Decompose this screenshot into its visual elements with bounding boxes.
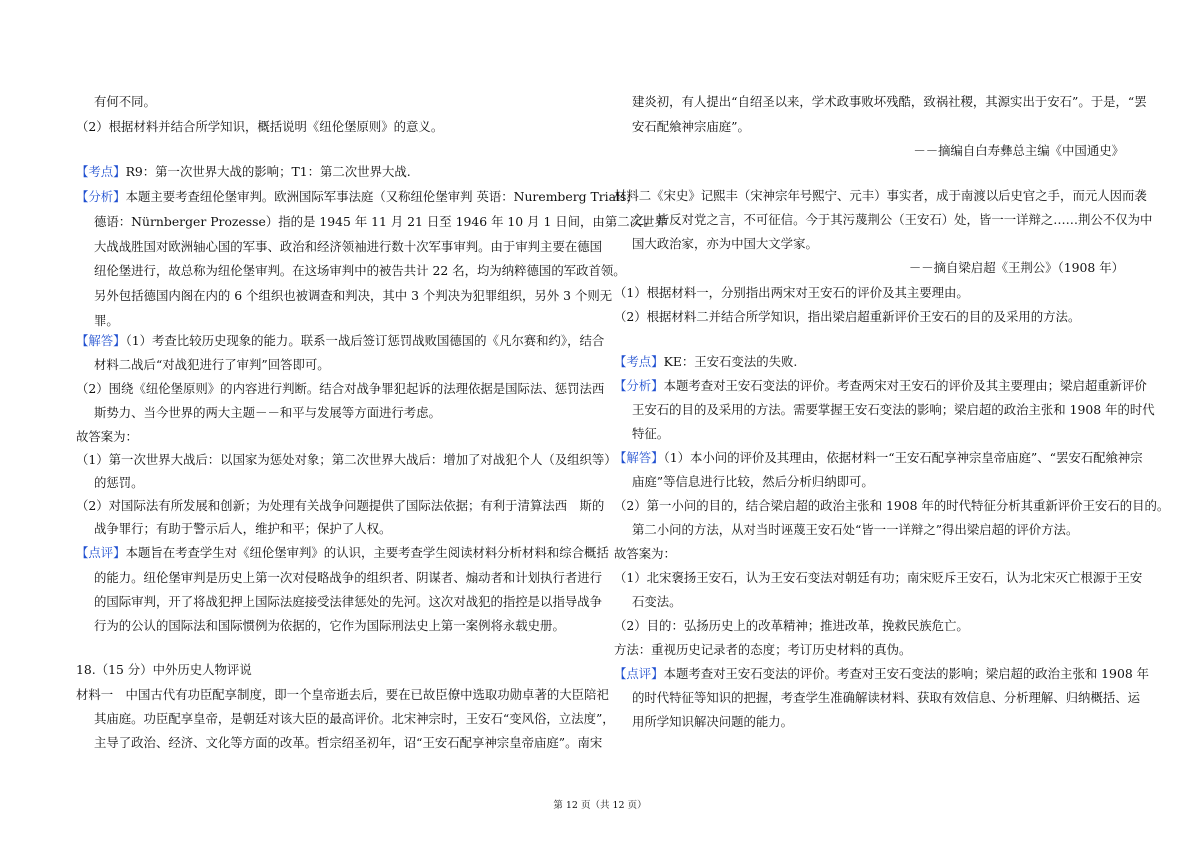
q18-question-2: （2）根据材料二并结合所学知识，指出梁启超重新评价王安石的目的及采用的方法。 [614,309,1081,324]
kaodian-line [614,354,797,370]
q18-material1-line: 主导了政治、经济、文化等方面的改革。哲宗绍圣初年，诏“王安石配享神宗皇帝庙庭”。南宋 [94,735,603,750]
fenxi-line: 王安石的目的及采用的方法。需要掌握王安石变法的影响；梁启超的政治主张和 1908 年的时代 [632,402,1155,417]
answer-line: 石变法。 [632,594,682,609]
answer-intro: 故答案为： [76,429,138,444]
kaodian-text: R9：第一次世界大战的影响；T1：第二次世界大战. [125,164,411,179]
fenxi-text: 本题考查对王安石变法的评价。考查两宋对王安石的评价及其主要理由；梁启超重新评价 [663,378,1147,393]
jieda-line: 斯势力、当今世界的两大主题－－和平与发展等方面进行考虑。 [94,405,441,420]
fenxi-line: 特征。 [632,426,670,441]
fenxi-line: 纽伦堡进行，故总称为纽伦堡审判。在这场审判中的被告共计 22 名，均为纳粹德国的军政首领。 [94,263,626,278]
answer-line: 方法：重视历史记录者的态度；考订历史材料的真伪。 [614,642,912,657]
fenxi-line-1 [614,378,1147,394]
answer-line: （1）北宋褒扬王安石，认为王安石变法对朝廷有功；南宋贬斥王安石，认为北宋灭亡根源于王安 [614,570,1143,585]
jieda-text: （1）考查比较历史现象的能力。联系一战后签订惩罚战败国德国的《凡尔赛和约》，结合 [125,333,605,348]
q18-material1-line: 其庙庭。功臣配享皇帝，是朝廷对该大臣的最高评价。北宋神宗时，王安石“变风俗，立法度”， [94,711,615,726]
jieda-line: （2）围绕《纽伦堡原则》的内容进行判断。结合对战争罪犯起诉的法理依据是国际法、惩罚法西 [76,381,605,396]
jieda-line: （2）第一小问的目的，结合梁启超的政治主张和 1908 年的时代特征分析其重新评价王安石的目的。 [614,498,1170,513]
dianping-tag: 【点评】 [614,666,664,681]
q17-part2: （2）根据材料并结合所学知识，概括说明《纽伦堡原则》的意义。 [76,119,444,134]
fenxi-tag: 【分析】 [614,378,664,393]
fenxi-line: 另外包括德国内阁在内的 6 个组织也被调查和判决，其中 3 个判决为犯罪组织，另外 3 个则无 [94,288,613,303]
fenxi-line: 罪。 [94,313,119,328]
dianping-line: 的国际审判，开了将战犯押上国际法庭接受法律惩处的先河。这次对战犯的指控是以指导战争 [94,594,603,609]
answer-line: 战争罪行；有助于警示后人，维护和平；保护了人权。 [94,521,392,536]
kaodian-tag: 【考点】 [76,164,126,179]
dianping-text: 本题旨在考查学生对《纽伦堡审判》的认识，主要考查学生阅读材料分析材料和综合概括 [125,545,609,560]
dianping-line: 用所学知识解决问题的能力。 [632,714,794,729]
jieda-line-1 [614,450,1143,466]
fenxi-text: 本题主要考查纽伦堡审判。欧洲国际军事法庭（又称纽伦堡审判 英语：Nuremberg Trials， [125,189,639,204]
fenxi-line-1 [76,189,639,205]
kaodian-text: KE：王安石变法的失败. [663,354,798,369]
source-citation-2: －－摘自梁启超《王荆公》（1908 年） [908,260,1124,275]
q17-part1-tail: 有何不同。 [94,94,156,109]
dianping-tag: 【点评】 [76,545,126,560]
answer-line: （1）第一次世界大战后：以国家为惩处对象；第二次世界大战后：增加了对战犯个人（及组织等） [76,452,617,467]
dianping-line-1 [76,545,609,561]
dianping-line: 行为的公认的国际法和国际惯例为依据的，它作为国际刑法史上第一案例将永载史册。 [94,618,565,633]
kaodian-tag: 【考点】 [614,354,664,369]
material2-line: 国大政治家，亦为中国大文学家。 [632,236,818,251]
material1-tail-line: 建炎初，有人提出“自绍圣以来，学术政事败坏残酷，致祸社稷，其源实出于安石”。于是，“罢 [632,94,1147,109]
dianping-text: 本题考查对王安石变法的评价。考查对王安石变法的影响；梁启超的政治主张和 1908 年 [663,666,1150,681]
answer-line: （2）目的：弘扬历史上的改革精神；推进改革，挽救民族危亡。 [614,618,969,633]
q18-material1-line: 材料一 中国古代有功臣配享制度，即一个皇帝逝去后，要在已故臣僚中选取功勋卓著的大臣陪祀 [76,687,609,702]
kaodian-line [76,164,411,180]
material1-tail-line: 安石配飨神宗庙庭”。 [632,119,750,134]
fenxi-line: 德语：Nürnberger Prozesse）指的是 1945 年 11 月 21 日至 1946 年 10 月 1 日间，由第二次世界 [94,214,667,229]
dianping-line-1 [614,666,1149,682]
answer-intro: 故答案为： [614,546,676,561]
dianping-line: 的能力。纽伦堡审判是历史上第一次对侵略战争的组织者、阴谋者、煽动者和计划执行者进行 [94,570,603,585]
q18-question-1: （1）根据材料一，分别指出两宋对王安石的评价及其主要理由。 [614,285,969,300]
page-number-footer: 第 12 页（共 12 页） [553,800,647,811]
fenxi-tag: 【分析】 [76,189,126,204]
jieda-tag: 【解答】 [76,333,126,348]
material2-line: 之，皆反对党之言，不可征信。今于其污蔑荆公（王安石）处，皆一一详辩之……荆公不仅为中 [632,212,1153,227]
jieda-line-1 [76,333,604,349]
jieda-text: （1）本小问的评价及其理由，依据材料一“王安石配享神宗皇帝庙庭”、“罢安石配飨神宗 [663,450,1143,465]
fenxi-line: 大战战胜国对欧洲轴心国的军事、政治和经济领袖进行数十次军事审判。由于审判主要在德国 [94,239,603,254]
source-citation-1: －－摘编自白寿彝总主编《中国通史》 [913,143,1124,158]
q18-title: 18.（15 分）中外历史人物评说 [76,662,252,677]
dianping-line: 的时代特征等知识的把握，考查学生准确解读材料、获取有效信息、分析理解、归纳概括、运 [632,690,1141,705]
answer-line: （2）对国际法有所发展和创新；为处理有关战争问题提供了国际法依据；有利于清算法西 斯的 [76,498,605,513]
material2-line: 材料二《宋史》记熙丰（宋神宗年号熙宁、元丰）事实者，成于南渡以后史官之手，而元人因而袭 [614,188,1147,203]
jieda-line: 第二小问的方法，从对当时诬蔑王安石处“皆一一详辩之”得出梁启超的评价方法。 [632,522,1079,537]
jieda-tag: 【解答】 [614,450,664,465]
answer-line: 的惩罚。 [94,475,144,490]
jieda-line: 材料二战后“对战犯进行了审判”回答即可。 [94,357,330,372]
jieda-line: 庙庭”等信息进行比较，然后分析归纳即可。 [632,474,874,489]
